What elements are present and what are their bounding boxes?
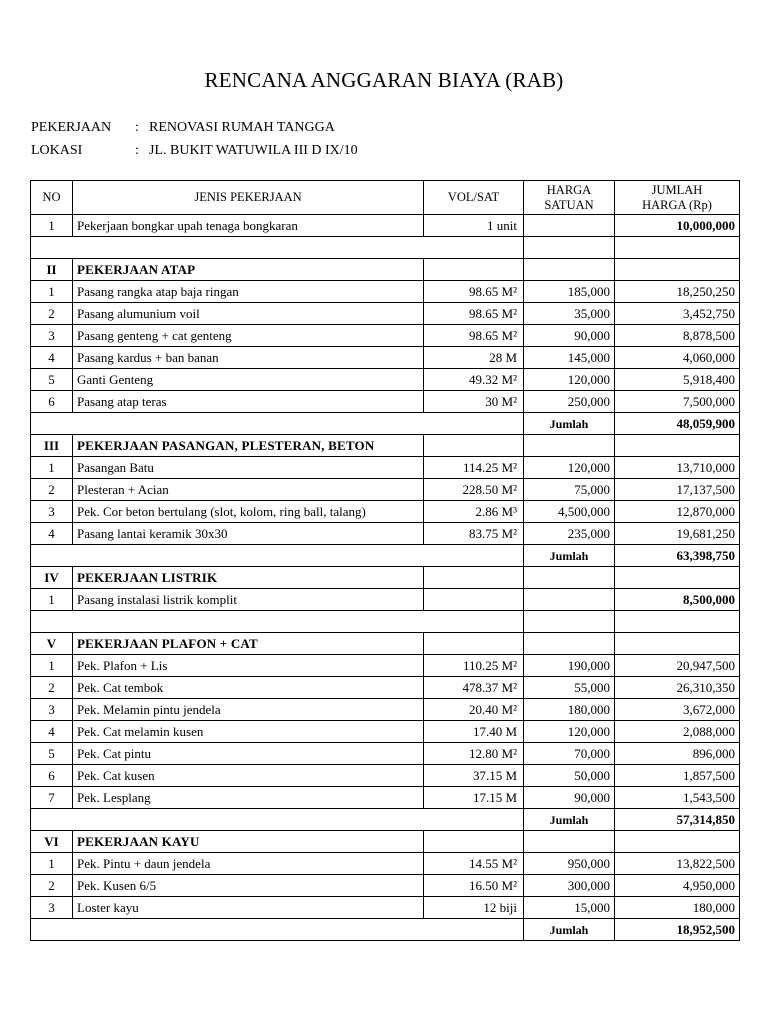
subtotal-label: Jumlah (524, 545, 615, 567)
row-unit-price: 120,000 (524, 457, 615, 479)
row-description: Pasang alumunium voil (73, 303, 424, 325)
subtotal-spacer (31, 809, 524, 831)
row-description: Loster kayu (73, 897, 424, 919)
row-description: Pasang rangka atap baja ringan (73, 281, 424, 303)
table-row (31, 589, 740, 611)
empty-cell (615, 259, 740, 281)
table-row (31, 347, 740, 369)
header-vol-sat: VOL/SAT (424, 181, 524, 215)
row-description: Pasangan Batu (73, 457, 424, 479)
header-jenis-pekerjaan: JENIS PEKERJAAN (73, 181, 424, 215)
empty-cell (615, 831, 740, 853)
row-unit-price: 185,000 (524, 281, 615, 303)
table-header-row (31, 181, 740, 215)
section-row (31, 259, 740, 281)
subtotal-spacer (31, 919, 524, 941)
empty-cell (524, 831, 615, 853)
empty-cell (31, 237, 524, 259)
subtotal-row (31, 919, 740, 941)
row-total: 18,250,250 (615, 281, 740, 303)
row-description: Pasang instalasi listrik komplit (73, 589, 424, 611)
section-number: VI (31, 831, 73, 853)
row-volume: 17.15 M (424, 787, 524, 809)
row-volume: 14.55 M² (424, 853, 524, 875)
meta-lokasi (31, 143, 358, 159)
table-row (31, 655, 740, 677)
row-volume: 2.86 M³ (424, 501, 524, 523)
row-unit-price: 250,000 (524, 391, 615, 413)
row-unit-price: 190,000 (524, 655, 615, 677)
section-title: PEKERJAAN KAYU (73, 831, 424, 853)
table-row (31, 743, 740, 765)
section-number: V (31, 633, 73, 655)
table-row (31, 677, 740, 699)
subtotal-value: 57,314,850 (615, 809, 740, 831)
header-harga-satuan (524, 181, 615, 215)
row-no: 4 (31, 523, 73, 545)
blank-row (31, 611, 740, 633)
section-row (31, 633, 740, 655)
table-body (31, 215, 740, 941)
row-volume: 12 biji (424, 897, 524, 919)
row-volume: 1 unit (424, 215, 524, 237)
row-description: Ganti Genteng (73, 369, 424, 391)
meta-pekerjaan (31, 120, 335, 136)
row-description: Pek. Cat tembok (73, 677, 424, 699)
row-no: 4 (31, 721, 73, 743)
row-volume: 30 M² (424, 391, 524, 413)
table-row (31, 281, 740, 303)
row-no: 5 (31, 743, 73, 765)
row-volume: 228.50 M² (424, 479, 524, 501)
row-unit-price (524, 215, 615, 237)
row-volume: 20.40 M² (424, 699, 524, 721)
subtotal-row (31, 809, 740, 831)
colon: : (135, 120, 139, 135)
table-row (31, 787, 740, 809)
row-no: 6 (31, 765, 73, 787)
section-title: PEKERJAAN PASANGAN, PLESTERAN, BETON (73, 435, 424, 457)
header-no: NO (31, 181, 73, 215)
row-no: 4 (31, 347, 73, 369)
row-total: 4,950,000 (615, 875, 740, 897)
section-number: III (31, 435, 73, 457)
section-row (31, 831, 740, 853)
document-title: RENCANA ANGGARAN BIAYA (RAB) (204, 68, 564, 92)
row-unit-price (524, 589, 615, 611)
row-volume: 37.15 M (424, 765, 524, 787)
row-volume: 28 M (424, 347, 524, 369)
table-row (31, 215, 740, 237)
row-total: 17,137,500 (615, 479, 740, 501)
row-total: 20,947,500 (615, 655, 740, 677)
rab-table (30, 180, 740, 941)
row-total: 12,870,000 (615, 501, 740, 523)
row-unit-price: 180,000 (524, 699, 615, 721)
row-no: 2 (31, 303, 73, 325)
row-total: 3,452,750 (615, 303, 740, 325)
row-total: 13,822,500 (615, 853, 740, 875)
row-total: 1,857,500 (615, 765, 740, 787)
table-row (31, 303, 740, 325)
row-description: Pasang lantai keramik 30x30 (73, 523, 424, 545)
empty-cell (615, 435, 740, 457)
row-volume: 49.32 M² (424, 369, 524, 391)
row-description: Plesteran + Acian (73, 479, 424, 501)
row-unit-price: 90,000 (524, 325, 615, 347)
empty-cell (524, 633, 615, 655)
row-total: 13,710,000 (615, 457, 740, 479)
section-title: PEKERJAAN PLAFON + CAT (73, 633, 424, 655)
row-no: 6 (31, 391, 73, 413)
row-total: 26,310,350 (615, 677, 740, 699)
row-volume: 98.65 M² (424, 325, 524, 347)
row-volume: 12.80 M² (424, 743, 524, 765)
subtotal-value: 48,059,900 (615, 413, 740, 435)
lokasi-value: JL. BUKIT WATUWILA III D IX/10 (149, 143, 358, 158)
empty-cell (524, 567, 615, 589)
row-total: 4,060,000 (615, 347, 740, 369)
empty-cell (615, 611, 740, 633)
row-no: 1 (31, 215, 73, 237)
subtotal-label: Jumlah (524, 919, 615, 941)
empty-cell (424, 633, 524, 655)
subtotal-label: Jumlah (524, 809, 615, 831)
row-no: 1 (31, 655, 73, 677)
header-jumlah-harga (615, 181, 740, 215)
row-total: 3,672,000 (615, 699, 740, 721)
subtotal-row (31, 545, 740, 567)
row-description: Pasang kardus + ban banan (73, 347, 424, 369)
section-number: IV (31, 567, 73, 589)
row-volume: 110.25 M² (424, 655, 524, 677)
row-volume: 478.37 M² (424, 677, 524, 699)
row-total: 2,088,000 (615, 721, 740, 743)
row-total: 1,543,500 (615, 787, 740, 809)
empty-cell (524, 259, 615, 281)
subtotal-spacer (31, 413, 524, 435)
row-no: 1 (31, 281, 73, 303)
row-unit-price: 55,000 (524, 677, 615, 699)
row-no: 7 (31, 787, 73, 809)
row-total: 180,000 (615, 897, 740, 919)
row-no: 1 (31, 457, 73, 479)
row-unit-price: 15,000 (524, 897, 615, 919)
empty-cell (524, 237, 615, 259)
empty-cell (524, 611, 615, 633)
row-total: 8,500,000 (615, 589, 740, 611)
subtotal-label: Jumlah (524, 413, 615, 435)
subtotal-value: 18,952,500 (615, 919, 740, 941)
lokasi-label: LOKASI (31, 143, 83, 158)
subtotal-row (31, 413, 740, 435)
row-volume: 17.40 M (424, 721, 524, 743)
row-unit-price: 4,500,000 (524, 501, 615, 523)
table-row (31, 501, 740, 523)
row-no: 2 (31, 677, 73, 699)
row-unit-price: 300,000 (524, 875, 615, 897)
row-total: 8,878,500 (615, 325, 740, 347)
table-row (31, 479, 740, 501)
row-total: 896,000 (615, 743, 740, 765)
section-title: PEKERJAAN LISTRIK (73, 567, 424, 589)
header-harga-line2: SATUAN (544, 197, 594, 212)
row-unit-price: 35,000 (524, 303, 615, 325)
empty-cell (424, 831, 524, 853)
row-unit-price: 120,000 (524, 721, 615, 743)
row-total: 7,500,000 (615, 391, 740, 413)
table-row (31, 699, 740, 721)
table-row (31, 523, 740, 545)
row-unit-price: 90,000 (524, 787, 615, 809)
row-volume: 98.65 M² (424, 303, 524, 325)
colon: : (135, 143, 139, 158)
table-row (31, 325, 740, 347)
section-number: II (31, 259, 73, 281)
blank-row (31, 237, 740, 259)
row-description: Pek. Lesplang (73, 787, 424, 809)
section-title: PEKERJAAN ATAP (73, 259, 424, 281)
pekerjaan-value: RENOVASI RUMAH TANGGA (149, 120, 335, 135)
header-jumlah-line1: JUMLAH (651, 182, 703, 197)
row-unit-price: 120,000 (524, 369, 615, 391)
row-description: Pasang atap teras (73, 391, 424, 413)
row-unit-price: 950,000 (524, 853, 615, 875)
empty-cell (615, 633, 740, 655)
row-unit-price: 75,000 (524, 479, 615, 501)
table-row (31, 875, 740, 897)
row-unit-price: 145,000 (524, 347, 615, 369)
row-volume: 98.65 M² (424, 281, 524, 303)
row-description: Pek. Pintu + daun jendela (73, 853, 424, 875)
subtotal-value: 63,398,750 (615, 545, 740, 567)
table-row (31, 457, 740, 479)
row-description: Pek. Cat melamin kusen (73, 721, 424, 743)
row-description: Pek. Melamin pintu jendela (73, 699, 424, 721)
row-volume: 83.75 M² (424, 523, 524, 545)
row-description: Pek. Cor beton bertulang (slot, kolom, ring ball, talang) (73, 501, 424, 523)
pekerjaan-label: PEKERJAAN (31, 120, 112, 135)
row-no: 3 (31, 897, 73, 919)
empty-cell (615, 237, 740, 259)
header-harga-line1: HARGA (546, 182, 592, 197)
row-description: Pek. Cat pintu (73, 743, 424, 765)
row-volume: 114.25 M² (424, 457, 524, 479)
row-volume (424, 589, 524, 611)
row-description: Pek. Plafon + Lis (73, 655, 424, 677)
row-volume: 16.50 M² (424, 875, 524, 897)
empty-cell (524, 435, 615, 457)
row-no: 3 (31, 501, 73, 523)
empty-cell (615, 567, 740, 589)
section-row (31, 435, 740, 457)
row-total: 10,000,000 (615, 215, 740, 237)
empty-cell (31, 611, 524, 633)
empty-cell (424, 435, 524, 457)
row-unit-price: 235,000 (524, 523, 615, 545)
row-description: Pek. Kusen 6/5 (73, 875, 424, 897)
empty-cell (424, 567, 524, 589)
row-description: Pek. Cat kusen (73, 765, 424, 787)
row-no: 1 (31, 589, 73, 611)
table-row (31, 721, 740, 743)
table-row (31, 897, 740, 919)
row-no: 2 (31, 479, 73, 501)
row-no: 2 (31, 875, 73, 897)
row-description: Pasang genteng + cat genteng (73, 325, 424, 347)
empty-cell (424, 259, 524, 281)
row-unit-price: 70,000 (524, 743, 615, 765)
row-no: 5 (31, 369, 73, 391)
row-no: 3 (31, 325, 73, 347)
row-total: 5,918,400 (615, 369, 740, 391)
header-jumlah-line2: HARGA (Rp) (642, 197, 712, 212)
table-row (31, 853, 740, 875)
row-no: 3 (31, 699, 73, 721)
subtotal-spacer (31, 545, 524, 567)
row-description: Pekerjaan bongkar upah tenaga bongkaran (73, 215, 424, 237)
row-no: 1 (31, 853, 73, 875)
table-row (31, 391, 740, 413)
table-row (31, 369, 740, 391)
row-total: 19,681,250 (615, 523, 740, 545)
section-row (31, 567, 740, 589)
table-row (31, 765, 740, 787)
row-unit-price: 50,000 (524, 765, 615, 787)
